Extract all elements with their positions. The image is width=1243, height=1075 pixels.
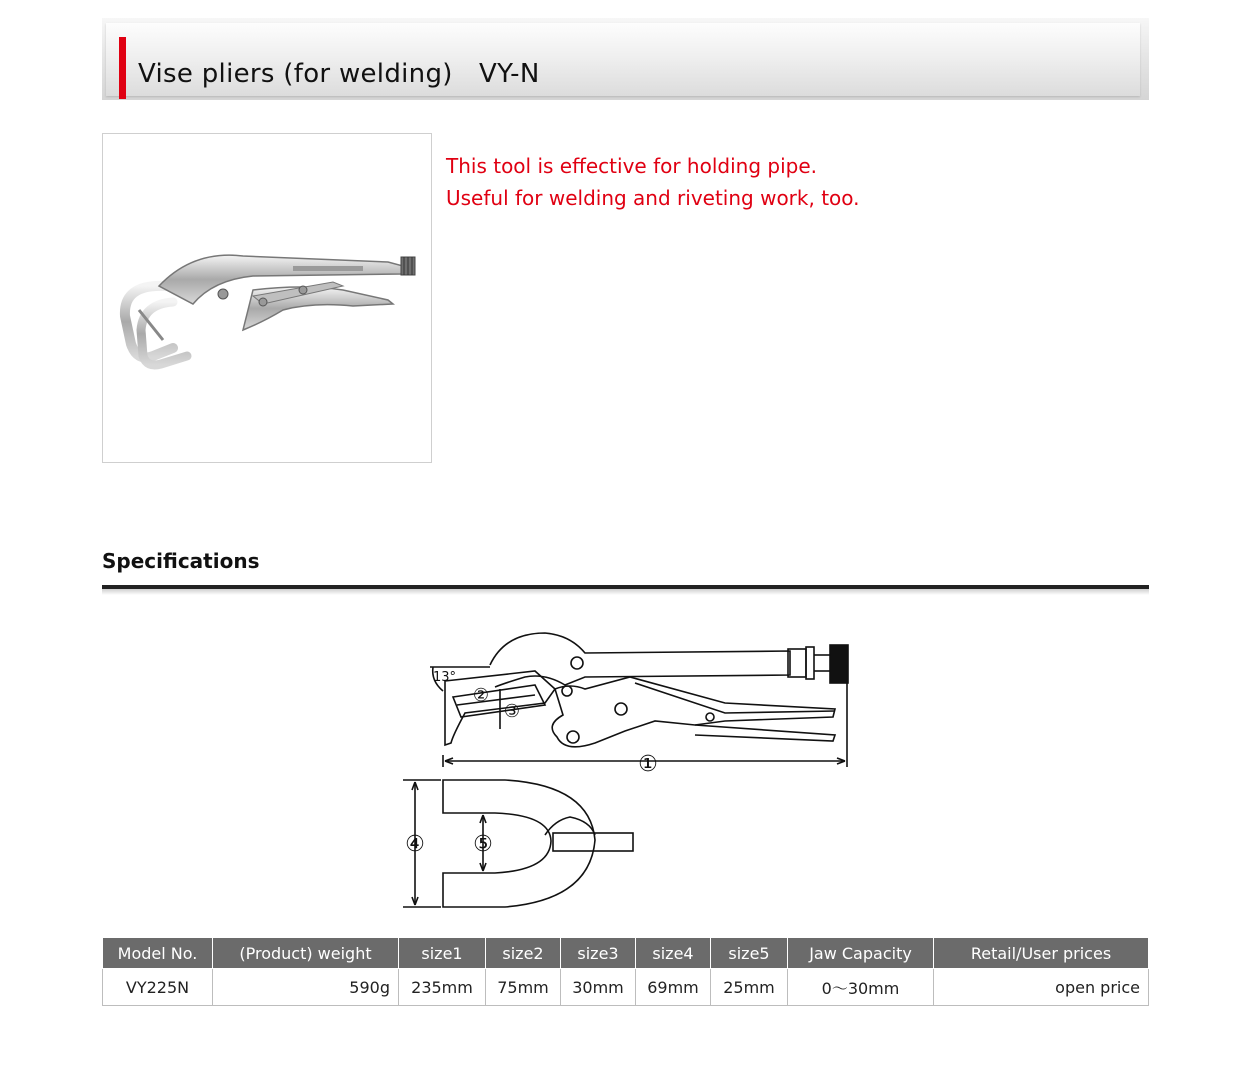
column-header-size2: size2 — [486, 938, 561, 969]
angle-label: 13° — [433, 670, 457, 685]
specifications-table — [102, 937, 1149, 1006]
column-header-price: Retail/User prices — [934, 938, 1149, 969]
column-header-weight: (Product) weight — [213, 938, 399, 969]
column-header-size1: size1 — [399, 938, 486, 969]
table-header-row — [103, 938, 1149, 969]
specifications-heading: Specifications — [102, 549, 260, 573]
page-title: Vise pliers (for welding) VY-N — [138, 59, 540, 89]
dimension-marker-3: ③ — [503, 701, 521, 722]
column-header-jaw-capacity: Jaw Capacity — [788, 938, 934, 969]
cell-weight: 590g — [213, 969, 399, 1006]
title-accent-bar — [119, 37, 126, 99]
product-photo — [102, 133, 432, 463]
column-header-size4: size4 — [636, 938, 711, 969]
dimension-diagram — [395, 625, 855, 915]
column-header-model: Model No. — [103, 938, 213, 969]
cell-size3: 30mm — [561, 969, 636, 1006]
cell-size5: 25mm — [711, 969, 788, 1006]
table-row — [103, 969, 1149, 1006]
cell-model: VY225N — [103, 969, 213, 1006]
title-bar — [102, 18, 1149, 100]
vise-pliers-photo-icon — [103, 134, 431, 462]
cell-size2: 75mm — [486, 969, 561, 1006]
column-header-size3: size3 — [561, 938, 636, 969]
dimension-marker-5: ⑤ — [473, 832, 493, 857]
dimension-marker-2: ② — [472, 685, 490, 706]
dimension-marker-4: ④ — [405, 832, 425, 857]
description-line: This tool is effective for holding pipe. — [446, 154, 817, 178]
specifications-divider-shadow — [102, 589, 1149, 595]
product-description — [446, 150, 860, 214]
column-header-size5: size5 — [711, 938, 788, 969]
dimension-marker-1: ① — [638, 752, 658, 777]
cell-jaw-capacity: 0～30mm — [788, 969, 934, 1006]
title-panel — [106, 23, 1140, 96]
cell-size1: 235mm — [399, 969, 486, 1006]
description-line: Useful for welding and riveting work, too. — [446, 186, 860, 210]
cell-size4: 69mm — [636, 969, 711, 1006]
cell-price: open price — [934, 969, 1149, 1006]
